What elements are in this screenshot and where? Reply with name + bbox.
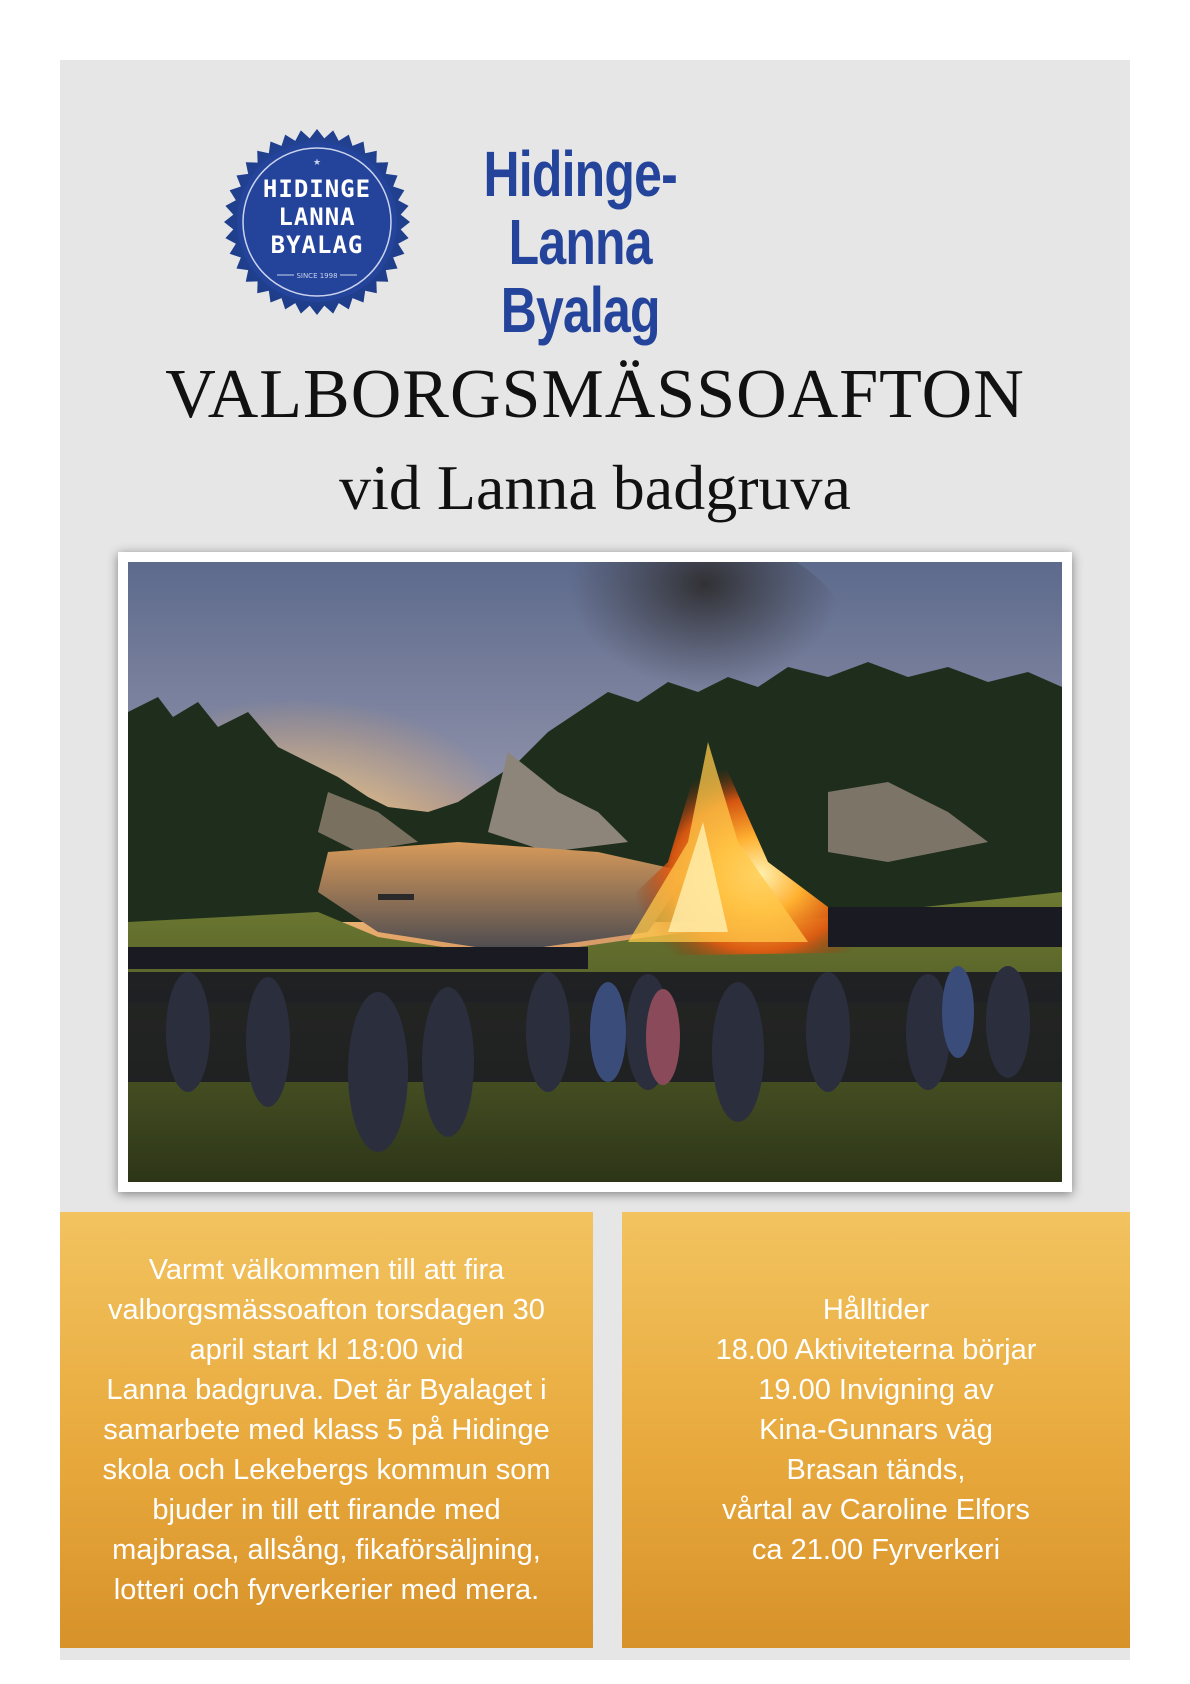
svg-text:★: ★: [312, 158, 322, 168]
welcome-text: [102, 1250, 550, 1610]
welcome-line: samarbete med klass 5 på Hidinge: [103, 1414, 550, 1446]
welcome-line: bjuder in till ett firande med: [152, 1494, 501, 1526]
schedule-line: Brasan tänds,: [786, 1454, 966, 1486]
welcome-line: april start kl 18:00 vid: [189, 1334, 464, 1366]
welcome-line: valborgsmässoafton torsdagen 30: [108, 1294, 545, 1326]
welcome-text-box: [60, 1212, 593, 1648]
brand-line-1: Hidinge-Lanna: [483, 138, 677, 278]
seal-line-1: HIDINGE: [262, 175, 372, 203]
bonfire-crowd-lake-photo-icon: [128, 562, 1062, 1182]
schedule-line: Kina-Gunnars väg: [759, 1414, 993, 1446]
schedule-line: 19.00 Invigning av: [758, 1374, 994, 1406]
byalag-wordmark: [432, 140, 728, 344]
seal-since: SINCE 1998: [296, 272, 338, 280]
schedule-text: [716, 1290, 1037, 1570]
welcome-line: Varmt välkommen till att fira: [148, 1254, 505, 1286]
schedule-box: [622, 1212, 1130, 1648]
seal-line-2: LANNA: [278, 203, 356, 231]
schedule-line: vårtal av Caroline Elfors: [722, 1494, 1030, 1526]
schedule-heading: Hålltider: [822, 1294, 930, 1326]
event-title: VALBORGSMÄSSOAFTON: [165, 356, 1025, 433]
welcome-line: Lanna badgruva. Det är Byalaget i: [106, 1374, 547, 1406]
event-subtitle: vid Lanna badgruva: [339, 452, 851, 523]
brand-line-2: Byalag: [500, 274, 660, 346]
seal-line-3: BYALAG: [270, 231, 364, 259]
bonfire-photo: [118, 552, 1072, 1192]
welcome-line: lotteri och fyrverkerier med mera.: [113, 1574, 540, 1606]
schedule-line: ca 21.00 Fyrverkeri: [751, 1534, 1001, 1566]
schedule-line: 18.00 Aktiviteterna börjar: [715, 1334, 1037, 1366]
welcome-line: majbrasa, allsång, fikaförsäljning,: [112, 1534, 541, 1566]
welcome-line: skola och Lekebergs kommun som: [102, 1454, 551, 1486]
byalag-seal-logo: [222, 127, 412, 317]
